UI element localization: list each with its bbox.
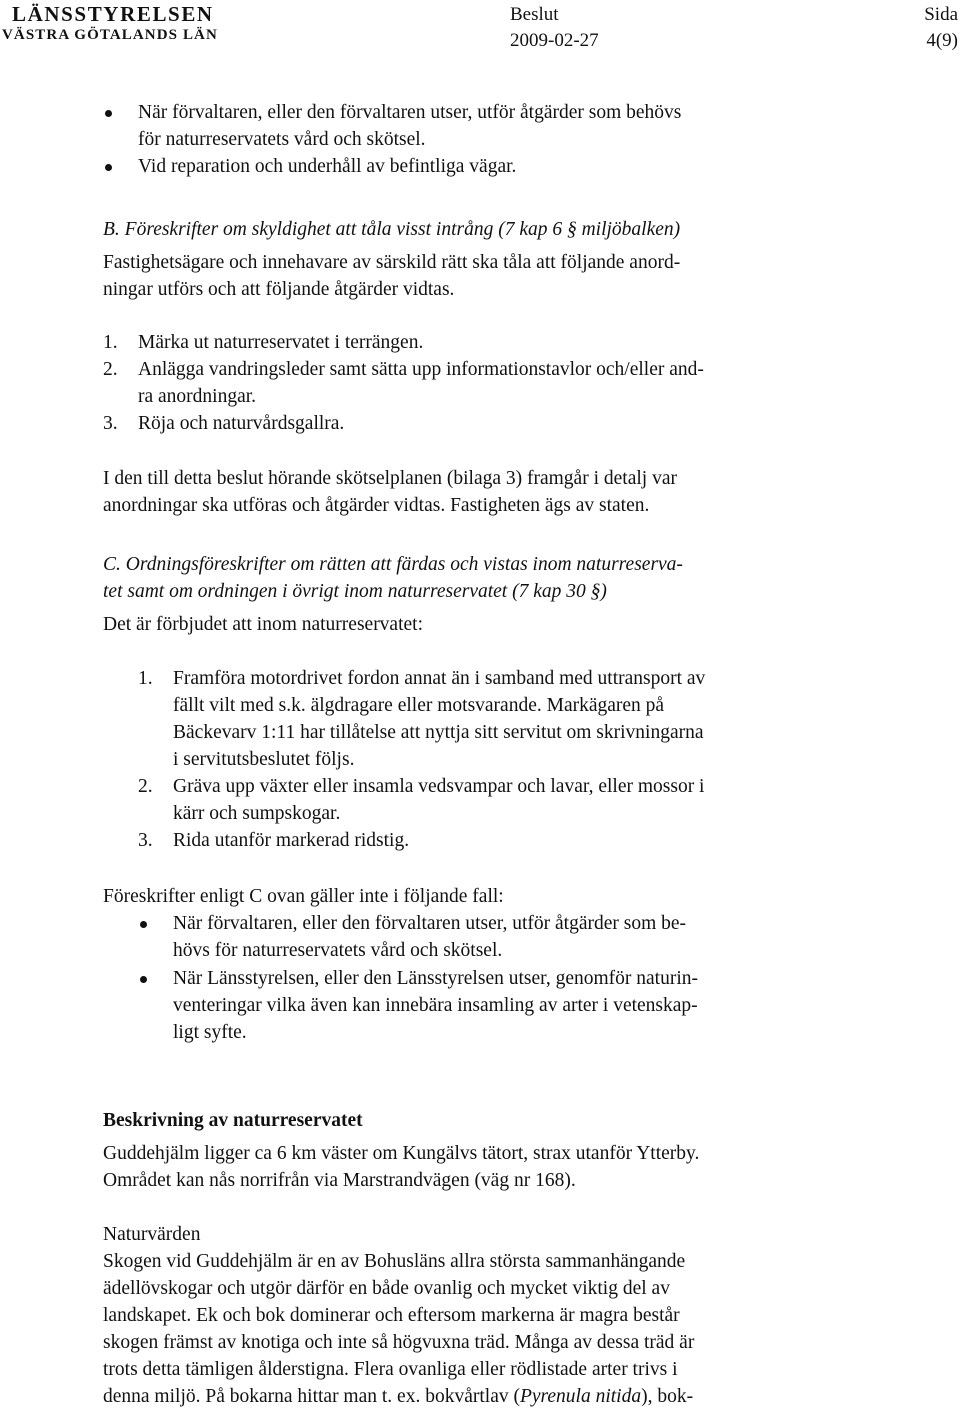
section-c-item2-line1: Gräva upp växter eller insamla vedsvampar och lavar, eller mossor i	[173, 776, 705, 797]
section-c-item1-line4: i servitutsbeslutet följs.	[173, 749, 355, 770]
page-indicator	[924, 2, 958, 54]
section-b-item1-num: 1.	[103, 332, 118, 353]
section-b-note-line1: I den till detta beslut hörande skötselplanen (bilaga 3) framgår i detalj var	[103, 468, 677, 489]
description-line1: Guddehjälm ligger ca 6 km väster om Kungälvs tätort, strax utanför Ytterby.	[103, 1143, 700, 1164]
bullet-a1-line2: för naturreservatets vård och skötsel.	[138, 129, 426, 150]
bullet-icon	[105, 110, 112, 117]
section-b-item2-line2: ra anordningar.	[138, 386, 257, 407]
species-name: Pyrenula nitida	[519, 1386, 642, 1407]
page-number: 4(9)	[926, 30, 958, 51]
section-c-item1-num: 1.	[138, 668, 153, 689]
exception2-line2: venteringar vilka även kan innebära insamling av arter i vetenskap-	[173, 995, 698, 1016]
bullet-icon	[140, 921, 147, 928]
values-line2: ädellövskogar och utgör därför en både ovanlig och mycket viktig del av	[103, 1278, 670, 1299]
exception1-line1: När förvaltaren, eller den förvaltaren utser, utför åtgärder som be-	[173, 913, 687, 934]
values-line1: Skogen vid Guddehjälm är en av Bohusläns allra största sammanhängande	[103, 1251, 686, 1272]
section-c-item2-line2: kärr och sumpskogar.	[173, 803, 341, 824]
bullet-a2-line1: Vid reparation och underhåll av befintliga vägar.	[138, 156, 517, 177]
section-c-item3-text: Rida utanför markerad ridstig.	[173, 830, 410, 851]
values-line6-pre: denna miljö. På bokarna hittar man t. ex. bokvårtlav (	[103, 1386, 520, 1407]
naturvarden-subheading: Naturvärden	[103, 1224, 201, 1245]
section-c-item1-line3: Bäckevarv 1:11 har tillåtelse att nyttja sitt servitut om skrivningarna	[173, 722, 704, 743]
section-b-item3-num: 3.	[103, 413, 118, 434]
exception2-line1: När Länsstyrelsen, eller den Länsstyrelsen utser, genomför naturin-	[173, 968, 699, 989]
values-line4: skogen främst av knotiga och inte så högvuxna träd. Många av dessa träd är	[103, 1332, 695, 1353]
bullet-icon	[140, 976, 147, 983]
section-b-intro-line1: Fastighetsägare och innehavare av särskild rätt ska tåla att följande anord-	[103, 252, 681, 273]
values-line3: landskapet. Ek och bok dominerar och eftersom markerna är magra består	[103, 1305, 680, 1326]
section-b-item3-text: Röja och naturvårdsgallra.	[138, 413, 345, 434]
section-c-item1-line1: Framföra motordrivet fordon annat än i samband med uttransport av	[173, 668, 706, 689]
bullet-a1-line1: När förvaltaren, eller den förvaltaren utser, utför åtgärder som behövs	[138, 102, 682, 123]
section-c-intro: Det är förbjudet att inom naturreservatet:	[103, 614, 423, 635]
section-b-heading: B. Föreskrifter om skyldighet att tåla visst intrång (7 kap 6 § miljöbalken)	[103, 219, 681, 240]
bullet-icon	[105, 164, 112, 171]
section-b-item2-num: 2.	[103, 359, 118, 380]
exception2-line3: ligt syfte.	[173, 1022, 247, 1043]
exceptions-intro: Föreskrifter enligt C ovan gäller inte i följande fall:	[103, 886, 504, 907]
exception1-line2: hövs för naturreservatets vård och skötsel.	[173, 940, 503, 961]
header-meta	[510, 2, 599, 54]
page-label: Sida	[924, 4, 958, 25]
logo-line-1: LÄNSSTYRELSEN	[12, 2, 214, 26]
section-b-item2-line1: Anlägga vandringsleder samt sätta upp informationstavlor och/eller and-	[138, 359, 704, 380]
section-b-item1-text: Märka ut naturreservatet i terrängen.	[138, 332, 424, 353]
description-heading: Beskrivning av naturreservatet	[103, 1110, 363, 1131]
section-b-note-line2: anordningar ska utföras och åtgärder vidtas. Fastigheten ägs av staten.	[103, 495, 650, 516]
logo-line-2: VÄSTRA GÖTALANDS LÄN	[2, 27, 218, 43]
values-line6-post: ), bok-	[641, 1386, 694, 1407]
values-line6	[103, 1383, 693, 1410]
doc-date: 2009-02-27	[510, 30, 599, 51]
values-line5: trots detta tämligen ålderstigna. Flera ovanliga eller rödlistade arter trivs i	[103, 1359, 678, 1380]
description-line2: Området kan nås norrifrån via Marstrandvägen (väg nr 168).	[103, 1170, 576, 1191]
lansstyrelsen-logo	[0, 2, 218, 44]
section-c-heading-line2: tet samt om ordningen i övrigt inom naturreservatet (7 kap 30 §)	[103, 581, 607, 602]
section-c-heading-line1: C. Ordningsföreskrifter om rätten att färdas och vistas inom naturreserva-	[103, 554, 683, 575]
doc-type: Beslut	[510, 4, 559, 25]
section-c-item2-num: 2.	[138, 776, 153, 797]
section-c-item3-num: 3.	[138, 830, 153, 851]
section-b-intro-line2: ningar utförs och att följande åtgärder vidtas.	[103, 279, 455, 300]
section-c-item1-line2: fällt vilt med s.k. älgdragare eller motsvarande. Markägaren på	[173, 695, 665, 716]
